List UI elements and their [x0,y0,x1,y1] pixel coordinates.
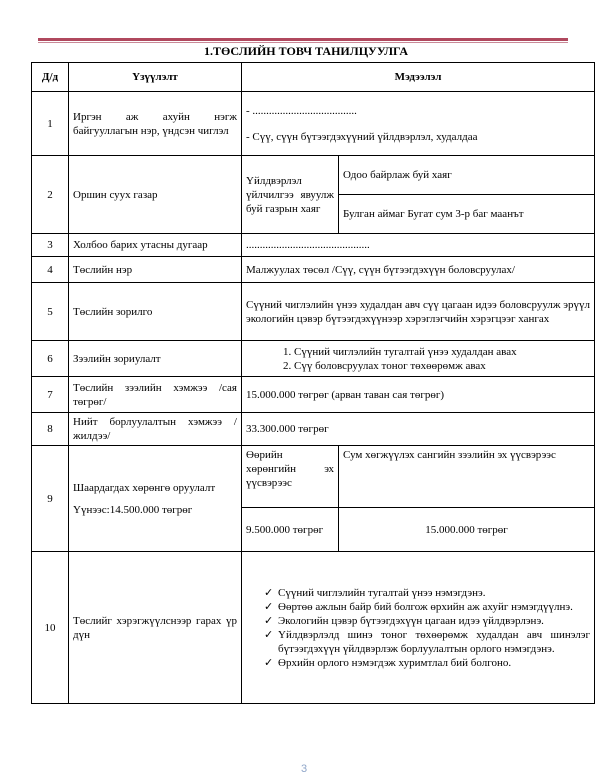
top-rule [38,38,568,41]
table-row [32,156,595,195]
top-rule-thin [38,42,568,43]
label-line: Үүнээс:14.500.000 төгрөг [73,503,193,516]
list-item: ✓ Өөртөө ажлын байр бий болгож өрхийн аж ахуйг нэмэгдүүлнэ. [264,600,573,613]
section-title: 1.ТӨСЛИЙН ТОВЧ ТАНИЛЦУУЛГА [203,44,409,58]
row-label [69,446,242,552]
row-number: 4 [32,257,69,283]
row-value: 33.300.000 төгрөг [242,413,595,446]
list-item: ✓ Үйлдвэрлэлд шинэ тоног төхөөрөмж худалдан авч шинэлэг бүтээгдэхүүн үйлдвэрлэж борлуулалтын орлого нэмэгдэнэ. [264,628,590,655]
table-row [32,377,595,413]
table-row [32,446,595,508]
check-icon: ✓ [264,614,274,627]
row-number: 9 [32,446,69,552]
table-row [32,234,595,257]
table-row [32,341,595,377]
row-value: Сүүний чиглэлийн үнээ худалдан авч сүү цагаан идээ боловсруулж эрүүл экологийн цэвэр бүтээгдэхүүнээр хэрэглэгчийн хэрэгцээг хангах [242,283,595,341]
list-item: ✓ Сүүний чиглэлийн тугалтай үнээ нэмэгдэнэ. [264,586,486,599]
row-value [242,341,595,377]
row-label: Төслийн зээлийн хэмжээ /сая төгрөг/ [69,377,242,413]
header-info: Мэдээлэл [242,63,595,92]
row-label: Төслийн зорилго [69,283,242,341]
fund-source-label: Сум хөгжүүлэх сангийн зээлийн эх үүсвэрээс [339,446,595,508]
own-source-label: Өөрийн хөрөнгийн эх үүсвэрээс [242,446,339,508]
check-icon: ✓ [264,656,274,669]
table-row [32,413,595,446]
fund-source-value: 15.000.000 төгрөг [339,508,595,552]
summary-table [31,62,595,704]
row-number: 6 [32,341,69,377]
header-indicator: Үзүүлэлт [69,63,242,92]
value-line: - ...................................... [246,104,357,117]
table-row [32,257,595,283]
row-value [242,552,595,704]
row-label: Иргэн аж ахуйн нэгж байгууллагын нэр, үндсэн чиглэл [69,92,242,156]
row-number: 2 [32,156,69,234]
list-item: 1. Сүүний чиглэлийн тугалтай үнээ худалдан авах [294,345,590,359]
row-value: Одоо байрлаж буй хаяг [339,156,595,195]
table-row [32,552,595,704]
row-value [242,92,595,156]
table-row [32,283,595,341]
check-icon: ✓ [264,586,274,599]
row-sublabel: Үйлдвэрлэл үйлчилгээ явуулж буй газрын хаяг [242,156,339,234]
list-item: ✓ Экологийн цэвэр бүтээгдэхүүн цагаан идээ үйлдвэрлэнэ. [264,614,544,627]
row-label: Нийт борлуулалтын хэмжээ /жилдээ/ [69,413,242,446]
table-row [32,92,595,156]
row-number: 3 [32,234,69,257]
row-number: 5 [32,283,69,341]
row-label: Холбоо барих утасны дугаар [69,234,242,257]
own-source-value: 9.500.000 төгрөг [242,508,339,552]
row-label: Оршин суух газар [69,156,242,234]
value-line: - Сүү, сүүн бүтээгдэхүүний үйлдвэрлэл, худалдаа [246,130,478,143]
row-number: 1 [32,92,69,156]
row-value: 15.000.000 төгрөг (арван таван сая төгрөг) [242,377,595,413]
header-num: Д/д [32,63,69,92]
row-value: Малжуулах төсөл /Сүү, сүүн бүтээгдэхүүн боловсруулах/ [242,257,595,283]
list-item: ✓ Өрхийн орлого нэмэгдэж хуримтлал бий болгоно. [264,656,512,669]
row-number: 7 [32,377,69,413]
row-value: Булган аймаг Бугат сум 3-р баг маанът [339,195,595,234]
row-label: Зээлийн зориулалт [69,341,242,377]
page-number: 3 [300,763,308,775]
row-label: Төслийн нэр [69,257,242,283]
row-number: 10 [32,552,69,704]
label-line: Шаардагдах хөрөнгө оруулалт [73,481,216,494]
check-icon: ✓ [264,600,274,613]
list-item: 2. Сүү боловсруулах тоног төхөөрөмж авах [294,359,590,373]
row-value: ............................................. [242,234,595,257]
row-number: 8 [32,413,69,446]
row-label: Төслийг хэрэгжүүлснээр гарах үр дүн [69,552,242,704]
check-icon: ✓ [264,628,274,641]
